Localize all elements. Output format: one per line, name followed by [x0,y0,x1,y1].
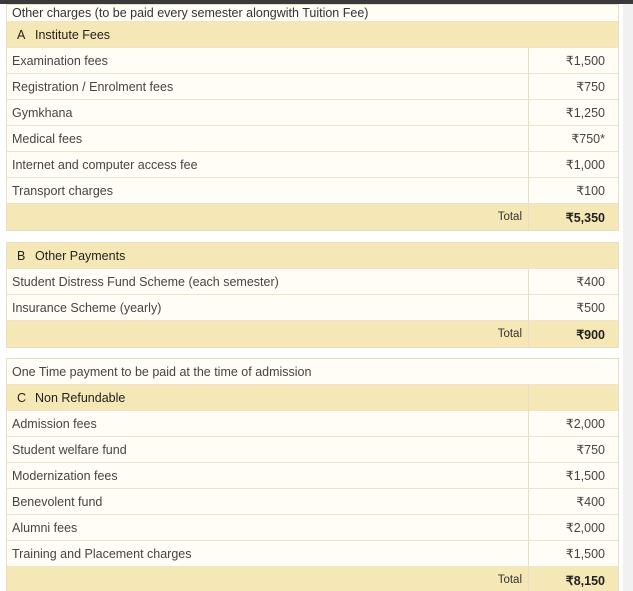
fee-label: Modernization fees [12,468,118,483]
fee-amount: ₹400 [528,489,618,514]
total-amount: ₹900 [528,321,618,347]
table-row [7,295,618,321]
fee-label: Benevolent fund [12,494,103,509]
section-header-row [7,22,618,48]
table-row [7,411,618,437]
section-title: Non Refundable [35,390,126,405]
fee-label: Student welfare fund [12,442,127,457]
total-row [7,321,618,347]
table-row [7,100,618,126]
fee-amount: ₹500 [528,295,618,320]
total-label: Total [497,574,522,586]
total-row [7,204,618,230]
other-payments-table [6,242,619,348]
fee-label: Transport charges [12,183,113,198]
total-label: Total [497,211,522,223]
table-row [7,74,618,100]
table-row [7,437,618,463]
fee-amount: ₹1,250 [528,100,618,125]
table-row [7,489,618,515]
total-amount: ₹5,350 [528,204,618,230]
fee-amount: ₹750 [528,437,618,462]
fee-label: Examination fees [12,53,108,68]
section-title: Other Payments [35,248,126,263]
total-row [7,567,618,591]
fee-label: Student Distress Fund Scheme (each semester) [12,274,279,289]
section-header [7,243,618,268]
scrollbar[interactable] [623,4,633,591]
fee-amount: ₹750 [528,74,618,99]
section-header-row [7,385,618,411]
fee-label: Training and Placement charges [12,546,192,561]
table-row [7,48,618,74]
table-row [7,463,618,489]
section-header [7,385,528,410]
fee-label: Registration / Enrolment fees [12,79,174,94]
table-caption: Other charges (to be paid every semester alongwith Tuition Fee) [12,6,369,20]
section-header [7,22,618,47]
institute-fees-table [6,4,619,231]
section-header-row [7,243,618,269]
table-row [7,515,618,541]
section-letter: B [17,248,26,263]
fee-label: Insurance Scheme (yearly) [12,300,162,315]
fee-amount: ₹1,500 [528,541,618,566]
fee-label: Alumni fees [12,520,78,535]
fee-amount: ₹400 [528,269,618,294]
table-row [7,269,618,295]
fee-amount: ₹1,000 [528,152,618,177]
table-caption-row [7,5,618,22]
section-title: Institute Fees [35,27,111,42]
total-label: Total [497,328,522,340]
table-row [7,126,618,152]
section-letter: C [17,390,27,405]
fee-amount: ₹2,000 [528,411,618,436]
fee-label: Gymkhana [12,105,73,120]
section-letter: A [17,27,26,42]
table-caption: One Time payment to be paid at the time of admission [12,364,312,379]
fee-amount: ₹1,500 [528,463,618,488]
total-amount: ₹8,150 [528,567,618,591]
fee-label: Medical fees [12,131,83,146]
fee-label: Internet and computer access fee [12,157,198,172]
non-refundable-table [6,358,619,591]
fee-amount: ₹750* [528,126,618,151]
fee-label: Admission fees [12,416,97,431]
section-header-amount-cell [528,385,618,410]
table-row [7,541,618,567]
fee-amount: ₹1,500 [528,48,618,73]
fee-amount: ₹100 [528,178,618,203]
fee-amount: ₹2,000 [528,515,618,540]
table-row [7,178,618,204]
table-caption-row [7,359,618,385]
table-row [7,152,618,178]
